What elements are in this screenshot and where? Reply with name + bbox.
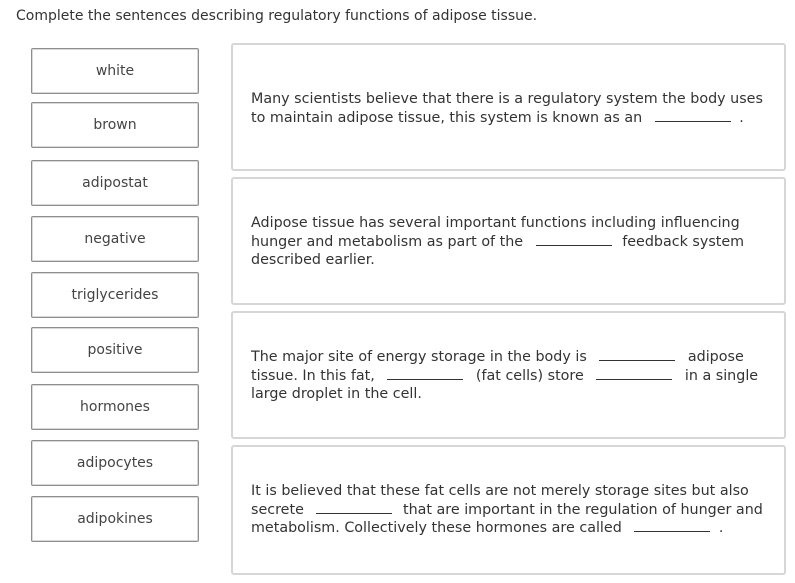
sentence-2-part: hunger and metabolism as part of the (251, 233, 524, 250)
sentence-1-part: to maintain adipose tissue, this system is known as an (251, 109, 643, 126)
sentence-4-line-1: It is believed that these fat cells are not merely storage sites but also (251, 483, 749, 499)
sentence-3-part-3: tissue. In this fat, (251, 367, 375, 384)
sentence-2-text (251, 214, 766, 270)
sentence-2-line-1: Adipose tissue has several important functions including influencing (251, 215, 740, 231)
sentence-4-line-2 (251, 501, 766, 520)
sentence-4-line-3 (251, 519, 766, 538)
sentence-3-part-4: (fat cells) store (475, 367, 584, 384)
sentence-4-part: secrete (251, 501, 304, 518)
sentence-1-end: . (739, 109, 744, 126)
sentence-3-part: The major site of energy storage in the body is (251, 349, 587, 365)
word-tile-adipocytes[interactable]: adipocytes (31, 440, 199, 486)
sentence-2-line-2 (251, 233, 766, 252)
word-tile-white[interactable]: white (31, 48, 199, 94)
question-prompt: Complete the sentences describing regulatory functions of adipose tissue. (16, 8, 538, 24)
word-tile-brown[interactable]: brown (31, 102, 199, 148)
sentence-3-line-3: large droplet in the cell. (251, 386, 422, 403)
drop-blank-2[interactable] (536, 233, 612, 246)
drop-blank-3[interactable] (599, 348, 675, 361)
word-tile-triglycerides[interactable]: triglycerides (31, 272, 199, 318)
word-tile-adipostat[interactable]: adipostat (31, 160, 199, 206)
sentence-1-line-2 (251, 109, 766, 128)
sentence-box-2 (231, 177, 786, 305)
sentence-4-part-2: that are important in the regulation of hunger and (402, 501, 763, 518)
word-tile-positive[interactable]: positive (31, 327, 199, 373)
drop-blank-5[interactable] (596, 367, 672, 380)
sentence-2-line-3: described earlier. (251, 252, 375, 269)
sentence-3-part-5: in a single (684, 367, 759, 384)
drop-blank-7[interactable] (634, 519, 710, 532)
sentence-3-line-1 (251, 348, 766, 367)
word-tile-adipokines[interactable]: adipokines (31, 496, 199, 542)
sentence-1-text (251, 90, 766, 127)
sentence-4-text (251, 482, 766, 538)
sentence-3-part-2: adipose (687, 349, 744, 365)
sentence-3-line-2 (251, 367, 766, 386)
sentence-2-part-2: feedback system (622, 233, 745, 250)
sentence-1-line-1: Many scientists believe that there is a regulatory system the body uses (251, 91, 763, 107)
sentence-4-end: . (718, 520, 724, 537)
drop-blank-6[interactable] (316, 501, 392, 514)
word-tile-negative[interactable]: negative (31, 216, 199, 262)
sentence-box-1 (231, 43, 786, 171)
drop-blank-1[interactable] (655, 109, 731, 122)
drop-blank-4[interactable] (387, 367, 463, 380)
sentence-box-3 (231, 311, 786, 439)
sentence-box-4 (231, 445, 786, 575)
sentence-3-text (251, 348, 766, 404)
sentence-4-part-3: metabolism. Collectively these hormones are called (251, 520, 622, 537)
word-tile-hormones[interactable]: hormones (31, 384, 199, 430)
